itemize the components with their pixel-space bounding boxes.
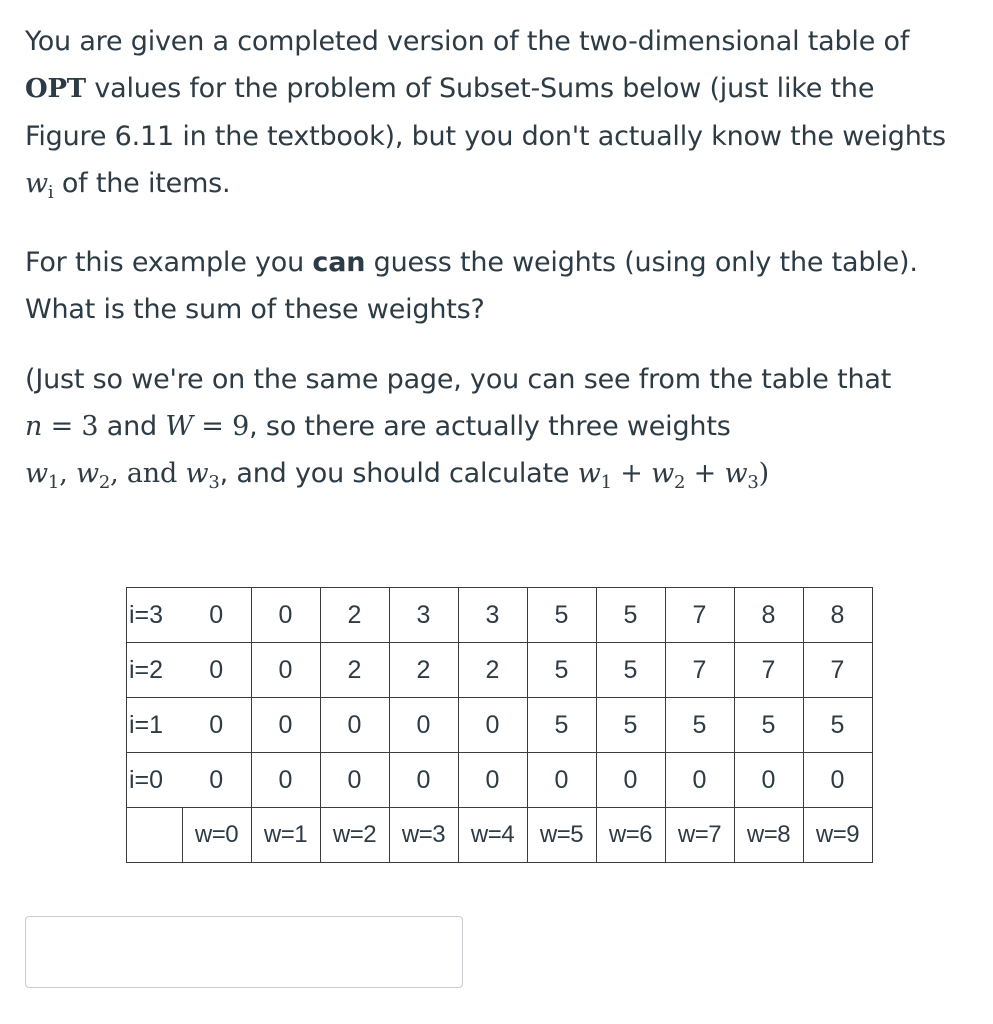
table-cell: 5: [596, 643, 665, 698]
table-cell: 5: [596, 698, 665, 753]
table-cell: 5: [803, 698, 872, 753]
column-header: w=1: [251, 808, 320, 863]
table-cell: 0: [251, 698, 320, 753]
table-cell: 8: [734, 588, 803, 643]
table-cell: 0: [320, 753, 389, 808]
column-header: w=5: [527, 808, 596, 863]
table-cell: 0: [251, 753, 320, 808]
sum-w2: $w_2$: [651, 458, 686, 493]
table-cell: 5: [527, 588, 596, 643]
question-text: [25, 18, 975, 506]
column-header: w=3: [389, 808, 458, 863]
opt-table: [126, 587, 873, 863]
column-header: w=6: [596, 808, 665, 863]
column-header: w=2: [320, 808, 389, 863]
table-cell: 7: [665, 643, 734, 698]
table-row: [127, 643, 873, 698]
table-cell: 5: [734, 698, 803, 753]
table-cell: 2: [320, 588, 389, 643]
table-row: [127, 588, 873, 643]
row-label: i=0: [127, 753, 183, 808]
table-cell: 0: [182, 698, 251, 753]
table-cell: 0: [389, 753, 458, 808]
table-row: [127, 753, 873, 808]
table-cell: 0: [251, 588, 320, 643]
table-cell: 5: [665, 698, 734, 753]
column-header: w=8: [734, 808, 803, 863]
table-cell: 0: [320, 698, 389, 753]
row-label: i=1: [127, 698, 183, 753]
table-cell: 0: [527, 753, 596, 808]
table-cell: 0: [182, 643, 251, 698]
table-cell: 3: [458, 588, 527, 643]
weight-1-symbol: $w_1$: [25, 458, 60, 493]
weight-symbol: $w_i$: [25, 168, 54, 203]
row-label: i=3: [127, 588, 183, 643]
question-paragraph-1: You are given a completed version of the two-dimensional table of OPT values for the problem of Subset-Sums below (just like the Figure 6.11 in the textbook), but you don't actually know the weights $w_i$ of the items.: [25, 26, 946, 203]
table-cell: 0: [182, 588, 251, 643]
table-cell: 0: [389, 698, 458, 753]
answer-input[interactable]: [25, 916, 463, 988]
table-cell: 2: [389, 643, 458, 698]
opt-symbol: OPT: [25, 74, 86, 104]
table-cell: 7: [665, 588, 734, 643]
table-cell: 3: [389, 588, 458, 643]
sum-w1: $w_1$: [577, 458, 612, 493]
question-paragraph-2: For this example you can guess the weights (using only the table). What is the sum of these weights?: [25, 247, 918, 325]
table-cell: 0: [182, 753, 251, 808]
table-cell: 7: [803, 643, 872, 698]
table-row: [127, 698, 873, 753]
table-cell: 2: [320, 643, 389, 698]
table-cell: 8: [803, 588, 872, 643]
column-header: w=7: [665, 808, 734, 863]
n-symbol: n: [25, 411, 43, 442]
table-cell: 0: [596, 753, 665, 808]
capacity-symbol: W: [165, 411, 193, 442]
column-header: w=0: [182, 808, 251, 863]
table-cell: 2: [458, 643, 527, 698]
table-corner-cell: [127, 808, 183, 863]
table-cell: 5: [596, 588, 665, 643]
weight-2-symbol: $w_2$: [75, 458, 111, 493]
row-label: i=2: [127, 643, 183, 698]
table-cell: 0: [665, 753, 734, 808]
table-cell: 5: [527, 643, 596, 698]
table-cell: 0: [803, 753, 872, 808]
table-cell: 0: [458, 698, 527, 753]
column-header: w=9: [803, 808, 872, 863]
table-cell: 7: [734, 643, 803, 698]
table-header-row: [127, 808, 873, 863]
question-paragraph-3: (Just so we're on the same page, you can see from the table that n = 3 and W = 9, so there are actually three weights $w_1$, $w_2$, and $w_3$, and you should calculate $w_1 + w_2 + w_3$): [25, 364, 892, 493]
table-cell: 0: [251, 643, 320, 698]
table-cell: 0: [458, 753, 527, 808]
table-cell: 0: [734, 753, 803, 808]
weight-3-symbol: $w_3$: [185, 458, 220, 493]
column-header: w=4: [458, 808, 527, 863]
sum-w3: $w_3$: [724, 458, 759, 493]
table-cell: 5: [527, 698, 596, 753]
